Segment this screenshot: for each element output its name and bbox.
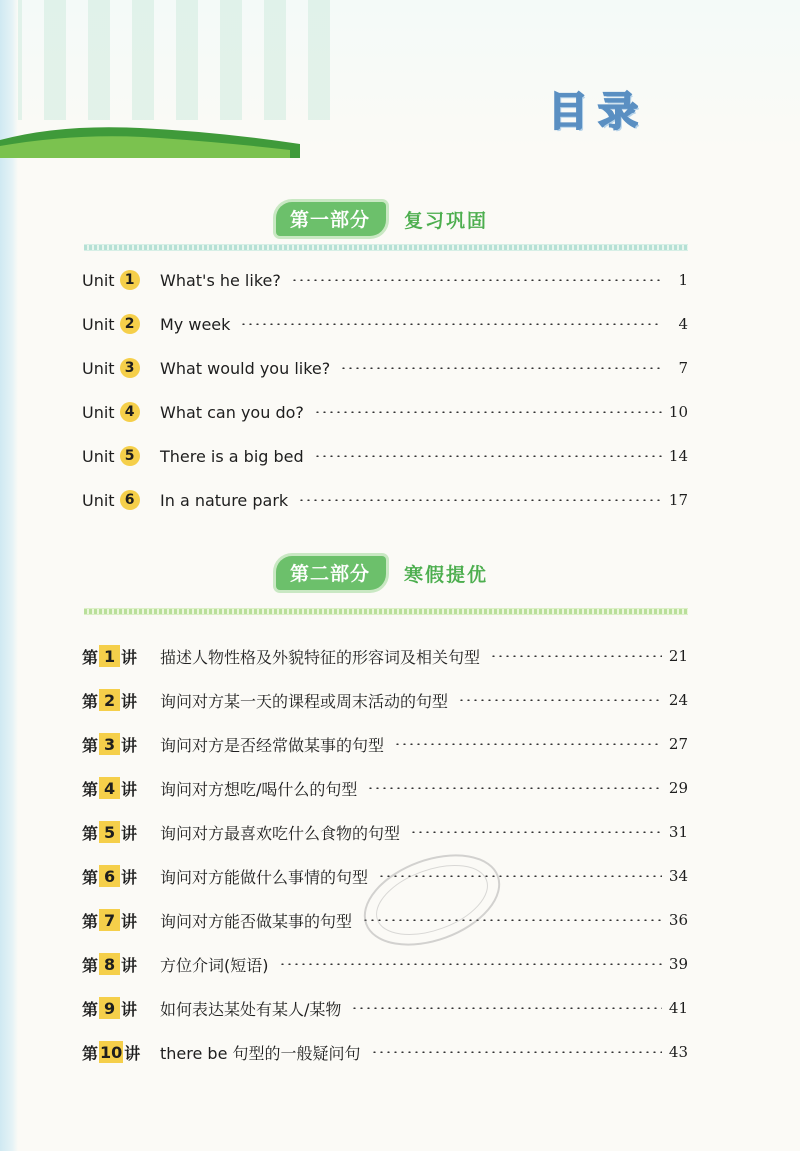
toc-entry-unit-2[interactable]	[82, 312, 688, 336]
leader-dots	[371, 1051, 662, 1053]
entry-prefix	[82, 490, 160, 510]
page-number: 17	[668, 491, 688, 509]
leader-dots	[279, 963, 663, 965]
lecture-prefix: 第	[82, 647, 99, 667]
decorative-stripes	[0, 0, 330, 120]
entry-prefix	[82, 314, 160, 334]
lecture-number-badge: 2	[99, 689, 120, 711]
entry-prefix	[82, 645, 160, 668]
page-number: 39	[668, 955, 688, 973]
toc-entry-unit-3[interactable]	[82, 356, 688, 380]
page-number: 14	[668, 447, 688, 465]
entry-prefix	[82, 446, 160, 466]
section-header-1	[276, 202, 488, 236]
unit-number-badge: 5	[120, 446, 140, 466]
section-label: 第二部分	[276, 556, 386, 590]
unit-number-badge: 2	[120, 314, 140, 334]
entry-title: 询问对方最喜欢吃什么食物的句型	[160, 823, 401, 843]
entry-prefix	[82, 270, 160, 290]
page-number: 24	[668, 691, 688, 709]
leader-dots	[314, 411, 662, 413]
toc-entry-unit-4[interactable]	[82, 400, 688, 424]
lecture-number-badge: 4	[99, 777, 120, 799]
unit-number-badge: 3	[120, 358, 140, 378]
toc-entry-lecture-9[interactable]	[82, 996, 688, 1020]
page-title: 目录	[548, 89, 648, 135]
lecture-prefix: 第	[82, 779, 99, 799]
leader-dots	[394, 743, 662, 745]
lecture-prefix: 第	[82, 911, 99, 931]
unit-word: Unit	[82, 402, 115, 422]
lecture-suffix: 讲	[121, 911, 138, 931]
lecture-number-badge: 1	[99, 645, 120, 667]
page-number: 43	[668, 1043, 688, 1061]
page-number: 27	[668, 735, 688, 753]
lecture-prefix: 第	[82, 823, 99, 843]
entry-title: 询问对方想吃/喝什么的句型	[160, 779, 358, 799]
lecture-suffix: 讲	[121, 823, 138, 843]
lecture-number-badge: 10	[100, 1042, 123, 1062]
lecture-suffix: 讲	[121, 691, 138, 711]
unit-number-badge: 4	[120, 402, 140, 422]
leader-dots	[291, 279, 662, 281]
entry-title: What's he like?	[160, 270, 281, 290]
leader-dots	[490, 655, 662, 657]
leader-dots	[458, 699, 662, 701]
page-number: 1	[678, 271, 688, 289]
entry-title: 询问对方某一天的课程或周末活动的句型	[160, 691, 449, 711]
lecture-suffix: 讲	[121, 779, 138, 799]
lecture-suffix: 讲	[121, 999, 138, 1019]
entry-prefix	[82, 358, 160, 378]
entry-prefix	[82, 953, 160, 976]
entry-title: 询问对方能否做某事的句型	[160, 911, 353, 931]
grass-decoration	[0, 118, 300, 158]
leader-dots	[410, 831, 662, 833]
entry-title: 询问对方是否经常做某事的句型	[160, 735, 385, 755]
page-number: 4	[678, 315, 688, 333]
entry-prefix	[82, 402, 160, 422]
page-number: 29	[668, 779, 688, 797]
toc-entry-lecture-4[interactable]	[82, 776, 688, 800]
leader-dots	[340, 367, 662, 369]
toc-entry-unit-5[interactable]	[82, 444, 688, 468]
entry-title: What would you like?	[160, 358, 331, 378]
section-label: 第一部分	[276, 202, 386, 236]
toc-entry-lecture-8[interactable]	[82, 952, 688, 976]
lecture-prefix: 第	[82, 999, 99, 1019]
lecture-suffix: 讲	[121, 735, 138, 755]
lecture-prefix: 第	[82, 735, 99, 755]
lecture-number-badge: 3	[99, 733, 120, 755]
page-edge-strip	[0, 0, 18, 1151]
entry-title: there be 句型的一般疑问句	[160, 1043, 361, 1063]
page-number: 7	[678, 359, 688, 377]
leader-dots	[314, 455, 662, 457]
leader-dots	[367, 787, 662, 789]
entry-prefix	[82, 909, 160, 932]
page-number: 36	[668, 911, 688, 929]
section-subtitle: 复习巩固	[404, 209, 489, 232]
lecture-number-badge: 6	[99, 865, 120, 887]
entry-title: In a nature park	[160, 490, 289, 510]
lecture-number-badge: 8	[99, 953, 120, 975]
page-number: 21	[668, 647, 688, 665]
unit-word: Unit	[82, 490, 115, 510]
unit-word: Unit	[82, 270, 115, 290]
toc-entry-lecture-10[interactable]	[82, 1040, 688, 1064]
entry-title: 方位介词(短语)	[160, 955, 269, 975]
lecture-suffix: 讲	[121, 867, 138, 887]
leader-dots	[298, 499, 662, 501]
section-header-2	[276, 556, 488, 590]
section-divider	[84, 608, 688, 615]
lecture-number-badge: 7	[99, 909, 120, 931]
entry-prefix	[82, 1041, 160, 1064]
toc-entry-lecture-1[interactable]	[82, 644, 688, 668]
page-number: 41	[668, 999, 688, 1017]
lecture-number-badge: 9	[99, 997, 120, 1019]
toc-entry-unit-1[interactable]	[82, 268, 688, 292]
unit-number-badge: 6	[120, 490, 140, 510]
section-subtitle: 寒假提优	[404, 563, 489, 586]
unit-word: Unit	[82, 314, 115, 334]
unit-word: Unit	[82, 358, 115, 378]
toc-entry-lecture-2[interactable]	[82, 688, 688, 712]
unit-word: Unit	[82, 446, 115, 466]
toc-entry-lecture-3[interactable]	[82, 732, 688, 756]
lecture-prefix: 第	[82, 867, 99, 887]
page-number: 10	[668, 403, 688, 421]
entry-title: What can you do?	[160, 402, 304, 422]
entry-title: 描述人物性格及外貌特征的形容词及相关句型	[160, 647, 481, 667]
entry-prefix	[82, 997, 160, 1020]
lecture-suffix: 讲	[121, 955, 138, 975]
lecture-prefix: 第	[82, 691, 99, 711]
page-number: 34	[668, 867, 688, 885]
lecture-suffix: 讲	[124, 1043, 141, 1063]
toc-entry-unit-6[interactable]	[82, 488, 688, 512]
lecture-suffix: 讲	[121, 647, 138, 667]
entry-prefix	[82, 733, 160, 756]
lecture-prefix: 第	[82, 955, 99, 975]
entry-title: There is a big bed	[160, 446, 304, 466]
leader-dots	[351, 1007, 662, 1009]
page-number: 31	[668, 823, 688, 841]
entry-prefix	[82, 777, 160, 800]
entry-title: 询问对方能做什么事情的句型	[160, 867, 369, 887]
lecture-number-badge: 5	[99, 821, 120, 843]
entry-prefix	[82, 865, 160, 888]
lecture-prefix: 第	[82, 1043, 99, 1063]
toc-entry-lecture-5[interactable]	[82, 820, 688, 844]
entry-prefix	[82, 821, 160, 844]
watermark-stamp	[352, 850, 512, 950]
entry-prefix	[82, 689, 160, 712]
entry-title: 如何表达某处有某人/某物	[160, 999, 342, 1019]
leader-dots	[240, 323, 662, 325]
section-divider	[84, 244, 688, 251]
entry-title: My week	[160, 314, 231, 334]
unit-number-badge: 1	[120, 270, 140, 290]
